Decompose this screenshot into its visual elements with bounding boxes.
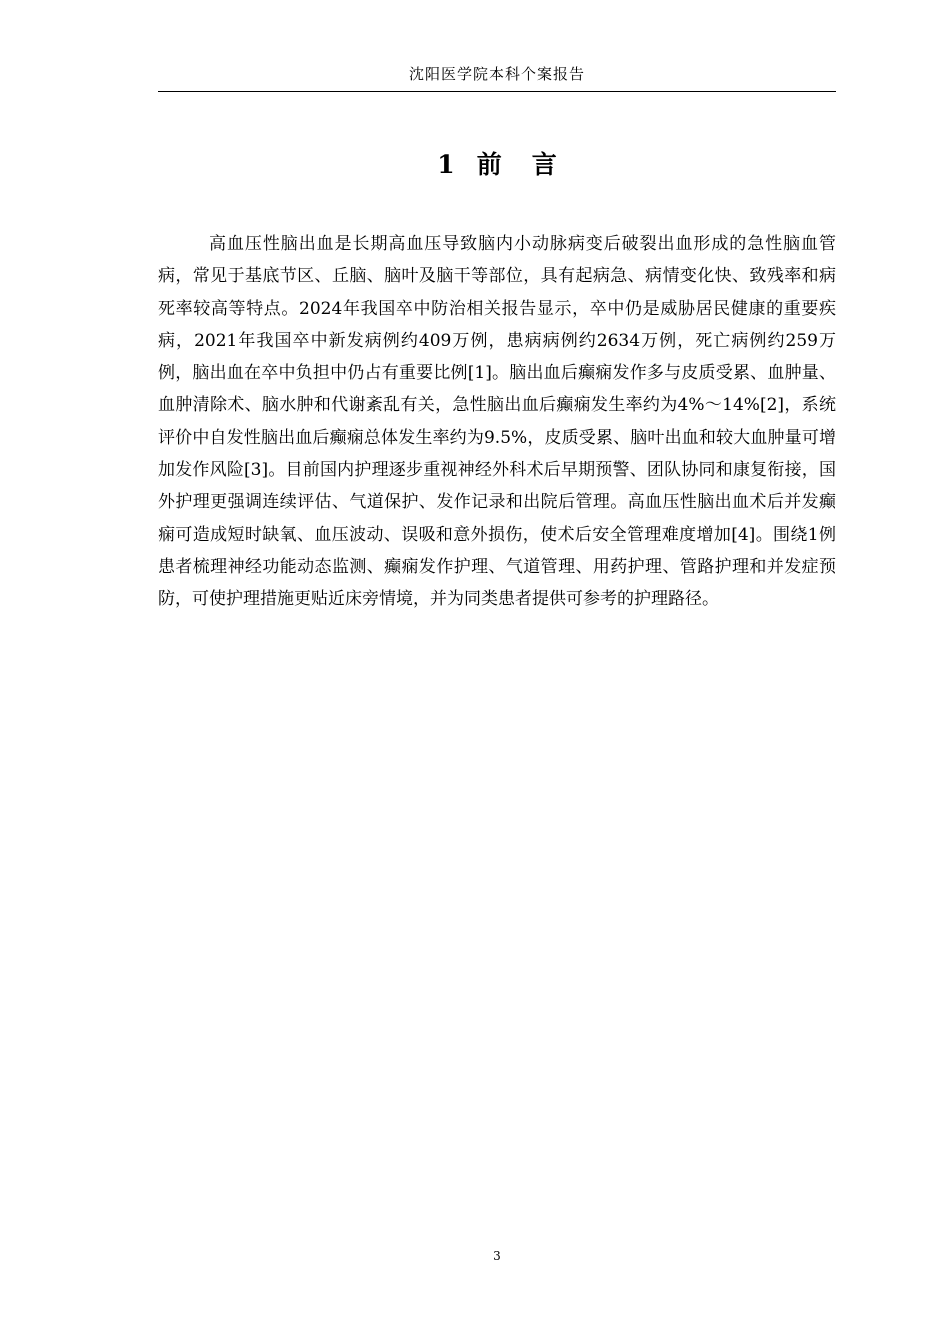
page-number: 3 bbox=[493, 1249, 501, 1263]
header-divider bbox=[158, 91, 836, 92]
chapter-title bbox=[158, 146, 836, 184]
chapter-title-char-1: 前 bbox=[476, 150, 502, 179]
body-paragraph: 高血压性脑出血是长期高血压导致脑内小动脉病变后破裂出血形成的急性脑血管病，常见于基底节区、丘脑、脑叶及脑干等部位，具有起病急、病情变化快、致残率和病死率较高等特点。2024年我国卒中防治相关报告显示，卒中仍是威胁居民健康的重要疾病，2021年我国卒中新发病例约409万例，患病病例约2634万例，死亡病例约259万例，脑出血在卒中负担中仍占有重要比例[1]。脑出血后癫痫发作多与皮质受累、血肿量、血肿清除术、脑水肿和代谢紊乱有关，急性脑出血后癫痫发生率约为4%～14%[2]，系统评价中自发性脑出血后癫痫总体发生率约为9.5%，皮质受累、脑叶出血和较大血肿量可增加发作风险[3]。目前国内护理逐步重视神经外科术后早期预警、团队协同和康复衔接，国外护理更强调连续评估、气道保护、发作记录和出院后管理。高血压性脑出血术后并发癫痫可造成短时缺氧、血压波动、误吸和意外损伤，使术后安全管理难度增加[4]。围绕1例患者梳理神经功能动态监测、癫痫发作护理、气道管理、用药护理、管路护理和并发症预防，可使护理措施更贴近床旁情境，并为同类患者提供可参考的护理路径。 bbox=[158, 234, 836, 610]
chapter-number: 1 bbox=[437, 150, 455, 179]
running-header: 沈阳医学院本科个案报告 bbox=[408, 65, 585, 83]
chapter-title-char-2: 言 bbox=[531, 150, 557, 179]
